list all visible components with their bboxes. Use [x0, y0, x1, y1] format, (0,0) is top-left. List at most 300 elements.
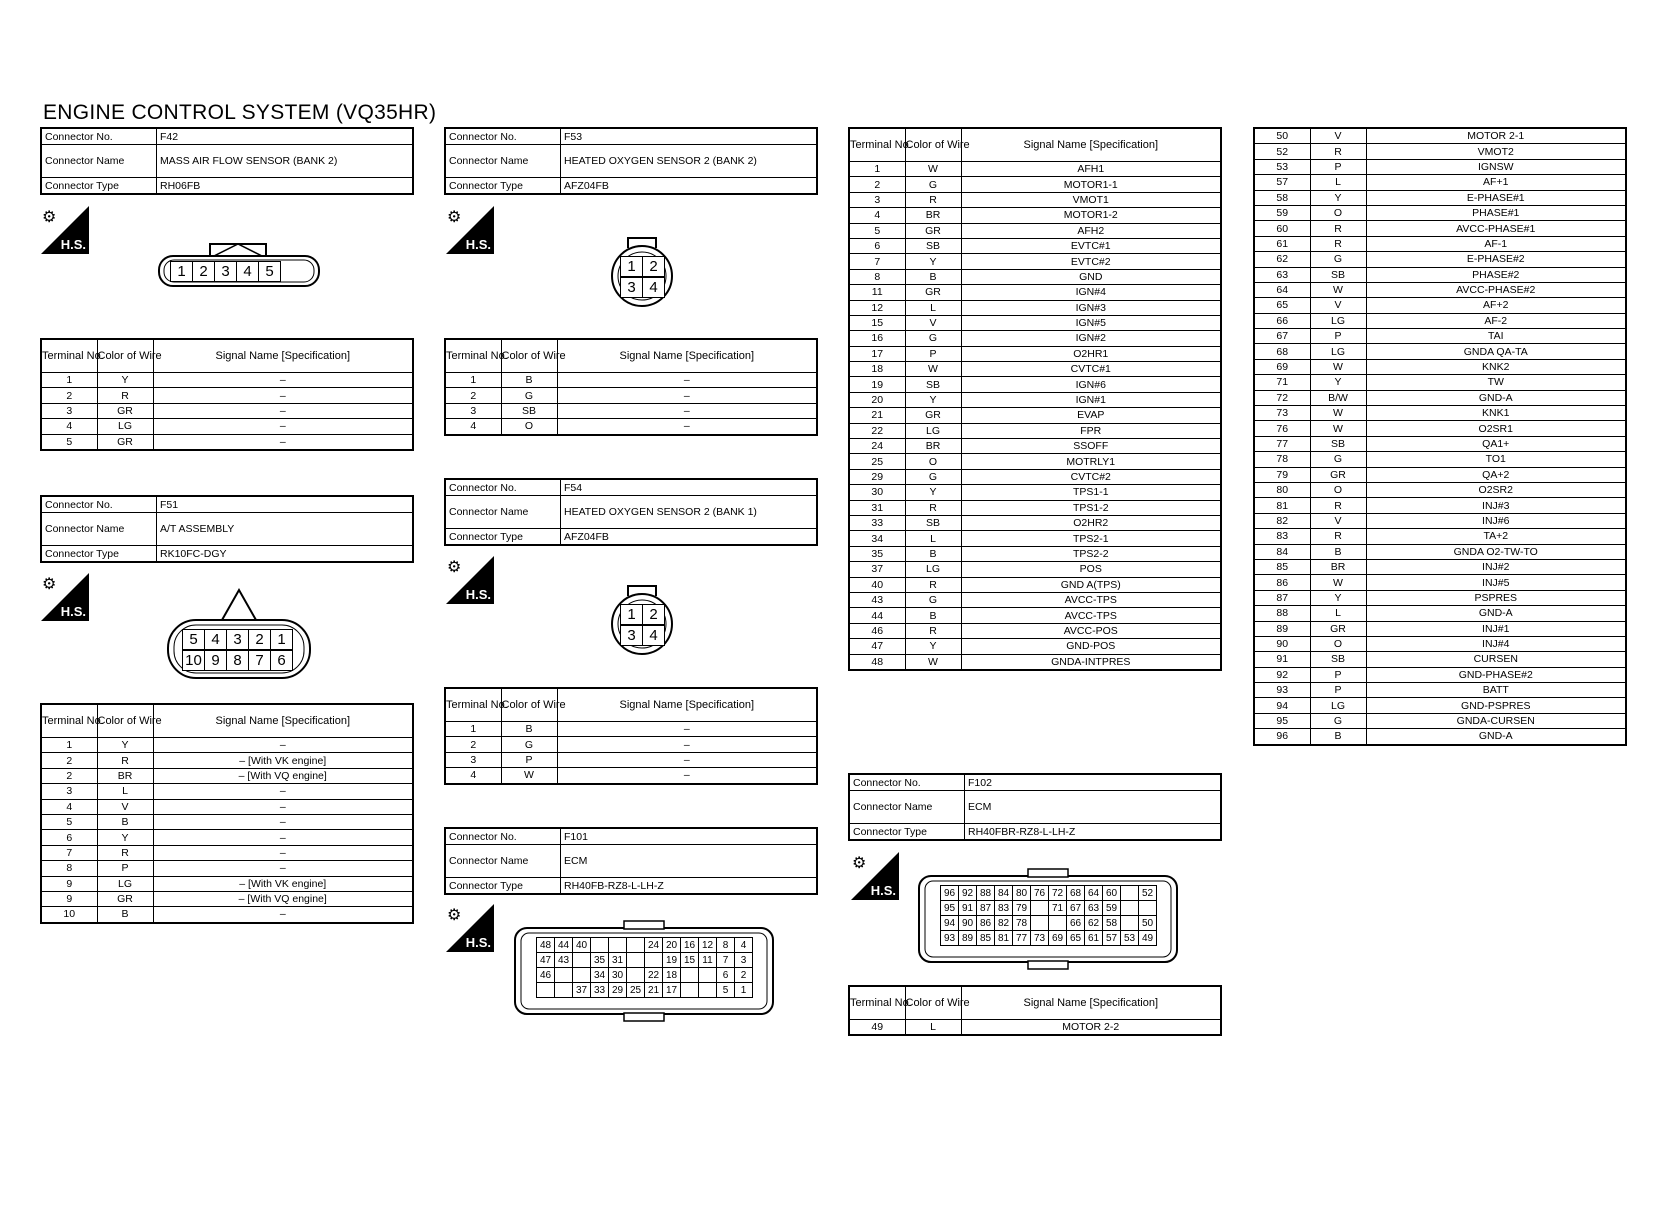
- terminal-no: 83: [1254, 529, 1310, 544]
- wire-color: SB: [905, 515, 961, 530]
- wire-color: B: [905, 546, 961, 561]
- terminal-no: 90: [1254, 636, 1310, 651]
- table-row: [849, 362, 1221, 377]
- pin-cell: [681, 968, 699, 983]
- wire-color: B: [905, 608, 961, 623]
- wire-color: SB: [1310, 652, 1366, 667]
- signal-name: EVAP: [961, 408, 1221, 423]
- table-row: [1254, 621, 1626, 636]
- table-row: 1 B –: [445, 722, 817, 737]
- pin-cell: 49: [1139, 931, 1157, 946]
- pin-cell: 84: [995, 886, 1013, 901]
- terminal-no: 24: [849, 439, 905, 454]
- wire-color: LG: [905, 562, 961, 577]
- signal-name: MOTOR1-2: [961, 208, 1221, 223]
- terminal-no: 12: [849, 300, 905, 315]
- pin-cell: 90: [959, 916, 977, 931]
- pin-cell: 92: [959, 886, 977, 901]
- terminal-table-f51: Terminal No. Color of Wire Signal Name [Specification] 1 Y – 2 R – [With VK engine] 2 BR – [With VQ engine] 3 L – 4 V – 5 B – 6 Y – 7 R – 8 P – 9 LG – [With VK engine] 9 GR – [With VQ engine] 10 B –: [40, 703, 414, 924]
- terminal-no: 60: [1254, 221, 1310, 236]
- wire-color: W: [1310, 359, 1366, 374]
- terminal-no: 31: [849, 500, 905, 515]
- table-row: [1254, 298, 1626, 313]
- wire-color: O: [905, 454, 961, 469]
- pin-cell: 19: [663, 953, 681, 968]
- signal-name: IGN#6: [961, 377, 1221, 392]
- table-row: 7 R –: [41, 845, 413, 860]
- wire-color: B: [905, 269, 961, 284]
- connector-info-f102: Connector No. F102 Connector Name ECM Connector Type RH40FBR-RZ8-L-LH-Z: [848, 773, 1222, 841]
- pin-cell: 52: [1139, 886, 1157, 901]
- signal-name: PHASE#1: [1366, 205, 1626, 220]
- signal-name: TPS2-2: [961, 546, 1221, 561]
- table-row: 1 Y –: [41, 373, 413, 388]
- connector-type: RH40FB-RZ8-L-LH-Z: [561, 878, 818, 895]
- wire-color: SB: [905, 377, 961, 392]
- wire-color: O: [1310, 636, 1366, 651]
- signal-name: TW: [1366, 375, 1626, 390]
- terminal-no: 29: [849, 469, 905, 484]
- terminal-no: 44: [849, 608, 905, 623]
- signal-name: INJ#3: [1366, 498, 1626, 513]
- connector-info-f101: Connector No. F101 Connector Name ECM Connector Type RH40FB-RZ8-L-LH-Z: [444, 827, 818, 895]
- terminal-no: 33: [849, 515, 905, 530]
- table-row: [1254, 159, 1626, 174]
- th-signal: Signal Name [Specification]: [153, 339, 413, 373]
- wire-color: SB: [905, 238, 961, 253]
- wire-color: GR: [905, 408, 961, 423]
- pin-cell: 37: [573, 983, 591, 998]
- signal-name: INJ#1: [1366, 621, 1626, 636]
- pin-cell: 61: [1085, 931, 1103, 946]
- pin-cell: 59: [1103, 901, 1121, 916]
- signal-name: INJ#6: [1366, 513, 1626, 528]
- terminal-no: 78: [1254, 452, 1310, 467]
- signal-name: GND: [961, 269, 1221, 284]
- table-row: [1254, 144, 1626, 159]
- signal-name: CVTC#2: [961, 469, 1221, 484]
- wire-color: Y: [1310, 190, 1366, 205]
- signal-name: AVCC-TPS: [961, 592, 1221, 607]
- signal-name: IGN#1: [961, 392, 1221, 407]
- table-row: [849, 285, 1221, 300]
- pin-cell: [591, 938, 609, 953]
- connector-name: HEATED OXYGEN SENSOR 2 (BANK 2): [561, 145, 818, 178]
- hs-badge-icon: ⚙ H.S.: [446, 556, 494, 604]
- wire-color: V: [1310, 298, 1366, 313]
- terminal-no: 95: [1254, 713, 1310, 728]
- connector-type: RH40FBR-RZ8-L-LH-Z: [965, 824, 1222, 841]
- wire-color: R: [905, 577, 961, 592]
- signal-name: AFH2: [961, 223, 1221, 238]
- pin-cell: [645, 953, 663, 968]
- table-row: [1254, 252, 1626, 267]
- pin-cell: 43: [555, 953, 573, 968]
- table-row: [1254, 667, 1626, 682]
- pin-cell: 83: [995, 901, 1013, 916]
- table-row: [1254, 375, 1626, 390]
- wire-color: LG: [1310, 344, 1366, 359]
- connector-f42-diagram: [158, 242, 320, 298]
- table-row: [849, 439, 1221, 454]
- table-row: [1254, 713, 1626, 728]
- table-row: [1254, 513, 1626, 528]
- terminal-no: 92: [1254, 667, 1310, 682]
- pin-cell: 53: [1121, 931, 1139, 946]
- wire-color: L: [905, 531, 961, 546]
- pin-cell: 34: [591, 968, 609, 983]
- connector-no: F51: [157, 496, 414, 513]
- pin-cell: [699, 983, 717, 998]
- pin-cell: 95: [941, 901, 959, 916]
- table-row: 2 R –: [41, 388, 413, 403]
- signal-name: FPR: [961, 423, 1221, 438]
- signal-name: TA+2: [1366, 529, 1626, 544]
- terminal-no: 67: [1254, 329, 1310, 344]
- wire-color: R: [905, 192, 961, 207]
- pin-cell: 22: [645, 968, 663, 983]
- signal-name: O2HR2: [961, 515, 1221, 530]
- signal-name: GND-POS: [961, 639, 1221, 654]
- signal-name: BATT: [1366, 683, 1626, 698]
- table-row: 3 GR –: [41, 403, 413, 418]
- terminal-no: 40: [849, 577, 905, 592]
- terminal-no: 2: [849, 177, 905, 192]
- pin-cell: 31: [609, 953, 627, 968]
- signal-name: TAI: [1366, 329, 1626, 344]
- terminal-no: 7: [849, 254, 905, 269]
- table-row: [1254, 421, 1626, 436]
- table-row: 5 GR –: [41, 434, 413, 450]
- wire-color: R: [905, 623, 961, 638]
- table-row: [849, 546, 1221, 561]
- pin-cell: [627, 968, 645, 983]
- pin-cell: 79: [1013, 901, 1031, 916]
- connector-name: ECM: [965, 791, 1222, 824]
- terminal-no: 66: [1254, 313, 1310, 328]
- signal-name: QA+2: [1366, 467, 1626, 482]
- table-row: [849, 300, 1221, 315]
- wire-color: W: [905, 162, 961, 177]
- signal-name: PSPRES: [1366, 590, 1626, 605]
- terminal-no: 63: [1254, 267, 1310, 282]
- pin-cell: [1049, 916, 1067, 931]
- terminal-no: 86: [1254, 575, 1310, 590]
- terminal-no: 59: [1254, 205, 1310, 220]
- terminal-no: 76: [1254, 421, 1310, 436]
- table-row: [1254, 606, 1626, 621]
- pin-cell: 68: [1067, 886, 1085, 901]
- pin-cell: 12: [699, 938, 717, 953]
- terminal-no: 62: [1254, 252, 1310, 267]
- terminal-no: 37: [849, 562, 905, 577]
- wire-color: O: [1310, 205, 1366, 220]
- signal-name: TO1: [1366, 452, 1626, 467]
- pin-2: 2: [192, 261, 215, 282]
- wire-color: L: [1310, 175, 1366, 190]
- terminal-table-f54: Terminal No. Color of Wire Signal Name [Specification] 1 B – 2 G – 3 P – 4 W –: [444, 687, 818, 785]
- terminal-no: 88: [1254, 606, 1310, 621]
- pin-cell: 29: [609, 983, 627, 998]
- table-row: 49 L MOTOR 2-2: [849, 1020, 1221, 1036]
- terminal-no: 96: [1254, 729, 1310, 745]
- pin-cell: [627, 953, 645, 968]
- terminal-no: 19: [849, 377, 905, 392]
- terminal-no: 20: [849, 392, 905, 407]
- pin-cell: 58: [1103, 916, 1121, 931]
- pin-cell: 63: [1085, 901, 1103, 916]
- pin-cell: 16: [681, 938, 699, 953]
- table-row: [849, 654, 1221, 670]
- table-row: [1254, 559, 1626, 574]
- table-row: [849, 562, 1221, 577]
- wire-color: P: [1310, 329, 1366, 344]
- wire-color: GR: [905, 285, 961, 300]
- th-color: Color of Wire: [97, 339, 153, 373]
- pin-cell: 81: [995, 931, 1013, 946]
- signal-name: GND-A: [1366, 390, 1626, 405]
- wire-color: G: [905, 469, 961, 484]
- table-row: [1254, 344, 1626, 359]
- terminal-no: 8: [849, 269, 905, 284]
- signal-name: MOTOR1-1: [961, 177, 1221, 192]
- table-row: [849, 238, 1221, 253]
- table-row: 1 B –: [445, 373, 817, 388]
- signal-name: GNDA-INTPRES: [961, 654, 1221, 670]
- pin-cell: [573, 968, 591, 983]
- terminal-no: 53: [1254, 159, 1310, 174]
- wire-color: V: [1310, 128, 1366, 144]
- terminal-no: 71: [1254, 375, 1310, 390]
- table-row: [1254, 236, 1626, 251]
- signal-name: TPS1-2: [961, 500, 1221, 515]
- pin-cell: [609, 938, 627, 953]
- table-row: [1254, 390, 1626, 405]
- table-row: 4 LG –: [41, 419, 413, 434]
- signal-name: AVCC-POS: [961, 623, 1221, 638]
- terminal-no: 21: [849, 408, 905, 423]
- pin-cell: 15: [681, 953, 699, 968]
- pin-cell: [555, 983, 573, 998]
- terminal-no: 91: [1254, 652, 1310, 667]
- terminal-no: 50: [1254, 128, 1310, 144]
- wire-color: W: [1310, 421, 1366, 436]
- signal-name: KNK2: [1366, 359, 1626, 374]
- table-row: 2 R – [With VK engine]: [41, 753, 413, 768]
- table-row: 3 L –: [41, 784, 413, 799]
- pin-cell: [555, 968, 573, 983]
- table-row: 2 BR – [With VQ engine]: [41, 768, 413, 783]
- pin-cell: 87: [977, 901, 995, 916]
- pin-cell: 40: [573, 938, 591, 953]
- table-row: [849, 623, 1221, 638]
- signal-name: GND A(TPS): [961, 577, 1221, 592]
- table-row: 4 W –: [445, 768, 817, 784]
- pin-cell: 2: [735, 968, 753, 983]
- connector-no: F101: [561, 828, 818, 845]
- pin-cell: 6: [717, 968, 735, 983]
- wire-color: Y: [1310, 375, 1366, 390]
- terminal-no: 84: [1254, 544, 1310, 559]
- table-row: [849, 377, 1221, 392]
- signal-name: KNK1: [1366, 406, 1626, 421]
- table-row: [849, 192, 1221, 207]
- table-row: [1254, 205, 1626, 220]
- wire-color: G: [905, 177, 961, 192]
- pin-4: 4: [236, 261, 259, 282]
- table-row: [1254, 729, 1626, 745]
- table-row: [849, 162, 1221, 177]
- signal-name: GNDA O2-TW-TO: [1366, 544, 1626, 559]
- terminal-no: 68: [1254, 344, 1310, 359]
- signal-name: GND-PSPRES: [1366, 698, 1626, 713]
- wire-color: P: [1310, 159, 1366, 174]
- table-row: [849, 423, 1221, 438]
- signal-name: QA1+: [1366, 436, 1626, 451]
- pin-cell: 11: [699, 953, 717, 968]
- connector-info-f53: Connector No. F53 Connector Name HEATED OXYGEN SENSOR 2 (BANK 2) Connector Type AFZ04FB: [444, 127, 818, 195]
- pin-cell: 3: [735, 953, 753, 968]
- pin-cell: 60: [1103, 886, 1121, 901]
- terminal-no: 79: [1254, 467, 1310, 482]
- pin-cell: 71: [1049, 901, 1067, 916]
- terminal-no: 16: [849, 331, 905, 346]
- table-row: [1254, 590, 1626, 605]
- pin-cell: 57: [1103, 931, 1121, 946]
- pin-cell: 7: [717, 953, 735, 968]
- pin-cell: 72: [1049, 886, 1067, 901]
- signal-name: PHASE#2: [1366, 267, 1626, 282]
- pin-cell: 5: [717, 983, 735, 998]
- table-row: [1254, 436, 1626, 451]
- pin-cell: 20: [663, 938, 681, 953]
- terminal-no: 30: [849, 485, 905, 500]
- pin-cell: 47: [537, 953, 555, 968]
- pin-cell: 50: [1139, 916, 1157, 931]
- table-row: [849, 469, 1221, 484]
- signal-name: AVCC-TPS: [961, 608, 1221, 623]
- table-row: [1254, 221, 1626, 236]
- wire-color: W: [1310, 282, 1366, 297]
- terminal-no: 1: [849, 162, 905, 177]
- table-row: 5 B –: [41, 814, 413, 829]
- pin-cell: 80: [1013, 886, 1031, 901]
- wire-color: GR: [905, 223, 961, 238]
- table-row: [1254, 190, 1626, 205]
- pin-cell: 46: [537, 968, 555, 983]
- pin-cell: 44: [555, 938, 573, 953]
- signal-name: AVCC-PHASE#1: [1366, 221, 1626, 236]
- table-row: 9 LG – [With VK engine]: [41, 876, 413, 891]
- terminal-no: 48: [849, 654, 905, 670]
- wire-color: L: [905, 300, 961, 315]
- signal-name: E-PHASE#1: [1366, 190, 1626, 205]
- pin-cell: 86: [977, 916, 995, 931]
- signal-name: IGNSW: [1366, 159, 1626, 174]
- terminal-no: 73: [1254, 406, 1310, 421]
- table-row: [1254, 544, 1626, 559]
- table-row: [849, 639, 1221, 654]
- connector-f53-diagram: 1 2 3 4: [606, 234, 678, 306]
- signal-name: IGN#4: [961, 285, 1221, 300]
- ecm-terminal-table-2: [1253, 127, 1627, 746]
- wire-color: W: [905, 362, 961, 377]
- terminal-no: 4: [849, 208, 905, 223]
- pin-cell: 65: [1067, 931, 1085, 946]
- wire-color: R: [1310, 144, 1366, 159]
- pin-cell: 62: [1085, 916, 1103, 931]
- terminal-no: 82: [1254, 513, 1310, 528]
- wire-color: V: [905, 315, 961, 330]
- table-row: [1254, 636, 1626, 651]
- table-row: 2 G –: [445, 388, 817, 403]
- wire-color: G: [1310, 452, 1366, 467]
- terminal-no: 3: [849, 192, 905, 207]
- hs-badge-icon: ⚙ H.S.: [41, 573, 89, 621]
- signal-name: AF-2: [1366, 313, 1626, 328]
- wire-color: W: [905, 654, 961, 670]
- terminal-no: 58: [1254, 190, 1310, 205]
- terminal-no: 89: [1254, 621, 1310, 636]
- table-row: [849, 408, 1221, 423]
- pin-cell: 33: [591, 983, 609, 998]
- pin-cell: 21: [645, 983, 663, 998]
- pin-cell: [537, 983, 555, 998]
- signal-name: GNDA-CURSEN: [1366, 713, 1626, 728]
- table-row: [1254, 698, 1626, 713]
- connector-type: AFZ04FB: [561, 178, 818, 195]
- signal-name: TPS2-1: [961, 531, 1221, 546]
- connector-no: F42: [157, 128, 414, 145]
- wire-color: LG: [1310, 313, 1366, 328]
- pin-cell: [1031, 916, 1049, 931]
- signal-name: GNDA QA-TA: [1366, 344, 1626, 359]
- hs-badge-icon: ⚙ H.S.: [446, 904, 494, 952]
- pin-1: 1: [170, 261, 193, 282]
- table-row: [849, 515, 1221, 530]
- terminal-no: 43: [849, 592, 905, 607]
- pin-cell: [681, 983, 699, 998]
- pin-cell: 1: [735, 983, 753, 998]
- pin-cell: 73: [1031, 931, 1049, 946]
- table-row: [1254, 467, 1626, 482]
- pin-cell: 66: [1067, 916, 1085, 931]
- signal-name: POS: [961, 562, 1221, 577]
- pin-cell: 24: [645, 938, 663, 953]
- terminal-no: 64: [1254, 282, 1310, 297]
- signal-name: AVCC-PHASE#2: [1366, 282, 1626, 297]
- signal-name: AF+2: [1366, 298, 1626, 313]
- signal-name: O2SR1: [1366, 421, 1626, 436]
- connector-name: ECM: [561, 845, 818, 878]
- pin-cell: 69: [1049, 931, 1067, 946]
- connector-name: HEATED OXYGEN SENSOR 2 (BANK 1): [561, 496, 818, 529]
- signal-name: IGN#2: [961, 331, 1221, 346]
- wire-color: L: [1310, 606, 1366, 621]
- wire-color: B: [1310, 729, 1366, 745]
- wire-color: BR: [905, 208, 961, 223]
- connector-f51-diagram: 5 4 3 2 1 10 9 8 7 6: [166, 588, 312, 682]
- terminal-no: 34: [849, 531, 905, 546]
- connector-type: RK10FC-DGY: [157, 546, 414, 563]
- connector-info-f51: Connector No. F51 Connector Name A/T ASSEMBLY Connector Type RK10FC-DGY: [40, 495, 414, 563]
- table-row: [1254, 313, 1626, 328]
- table-row: [1254, 575, 1626, 590]
- wire-color: Y: [905, 485, 961, 500]
- table-row: 9 GR – [With VQ engine]: [41, 891, 413, 906]
- signal-name: VMOT1: [961, 192, 1221, 207]
- wire-color: B: [1310, 544, 1366, 559]
